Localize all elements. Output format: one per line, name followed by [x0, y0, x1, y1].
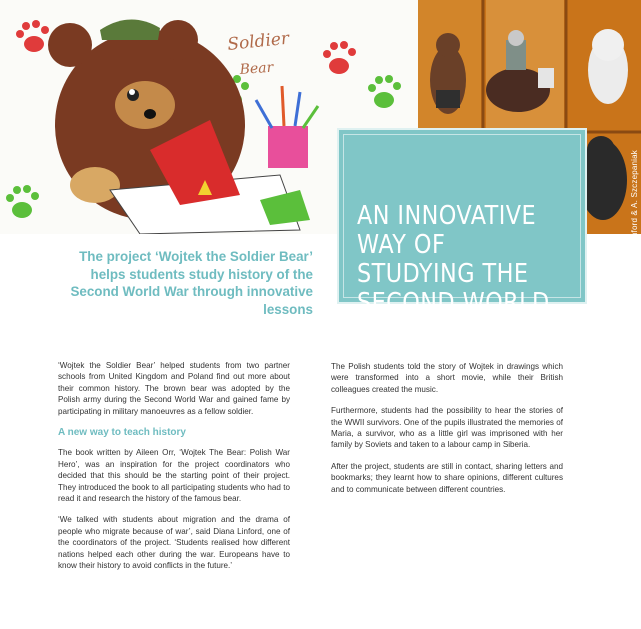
paragraph: ‘We talked with students about migration and the drama of people who migrate because of war’, said Diana Linford, one of the coordinators of the project. ‘Students realised how different nations helped each other during the war. Europeans have to know their history to avoid conflicts in the future.’ [58, 515, 290, 571]
article-title: AN INNOVATIVE WAY OF STUDYING THE SECOND WORLD WAR [357, 201, 550, 347]
article-lead: The project ‘Wojtek the Soldier Bear’ helps students study history of the Second World War through innovative lessons [70, 249, 313, 317]
svg-text:Soldier: Soldier [226, 28, 291, 55]
section-subheading: A new way to teach history [58, 427, 186, 439]
paragraph: The Polish students told the story of Wojtek in drawings which were transformed into a short movie, while their British colleagues created the music. [331, 362, 563, 394]
right-column [331, 361, 563, 505]
title-box [337, 128, 587, 347]
paragraph: ‘Wojtek the Soldier Bear’ helped students from two partner schools from United Kingdom and Poland find out more about their common history. The brown bear was adopted by the Polish army during the Second World War and gained fame by participating in military manoeuvres as a fellow soldier. [58, 361, 290, 416]
paragraph: After the project, students are still in contact, sharing letters and bookmarks; they learnt how to share opinions, different cultures and to communicate between different countries. [331, 461, 563, 494]
paragraph: The book written by Aileen Orr, ‘Wojtek The Bear: Polish War Hero’, was an inspiration for the project coordinators who decided that this should be the starting point of their project. They introduced the book to all participating students who had to read it and research the history of the famous bear. [58, 448, 290, 504]
paragraph: Furthermore, students had the possibility to hear the stories of the WWII survivors. One of the pupils illustrated the memories of Maria, a survivor, who as a little girl was imprisoned with her family by Soviets and taken to a labour camp in Siberia. [331, 406, 563, 450]
left-column [58, 360, 290, 582]
photo-credit: © D. Linford & A. Szczepaniak [630, 150, 639, 267]
svg-text:Bear: Bear [239, 59, 274, 78]
